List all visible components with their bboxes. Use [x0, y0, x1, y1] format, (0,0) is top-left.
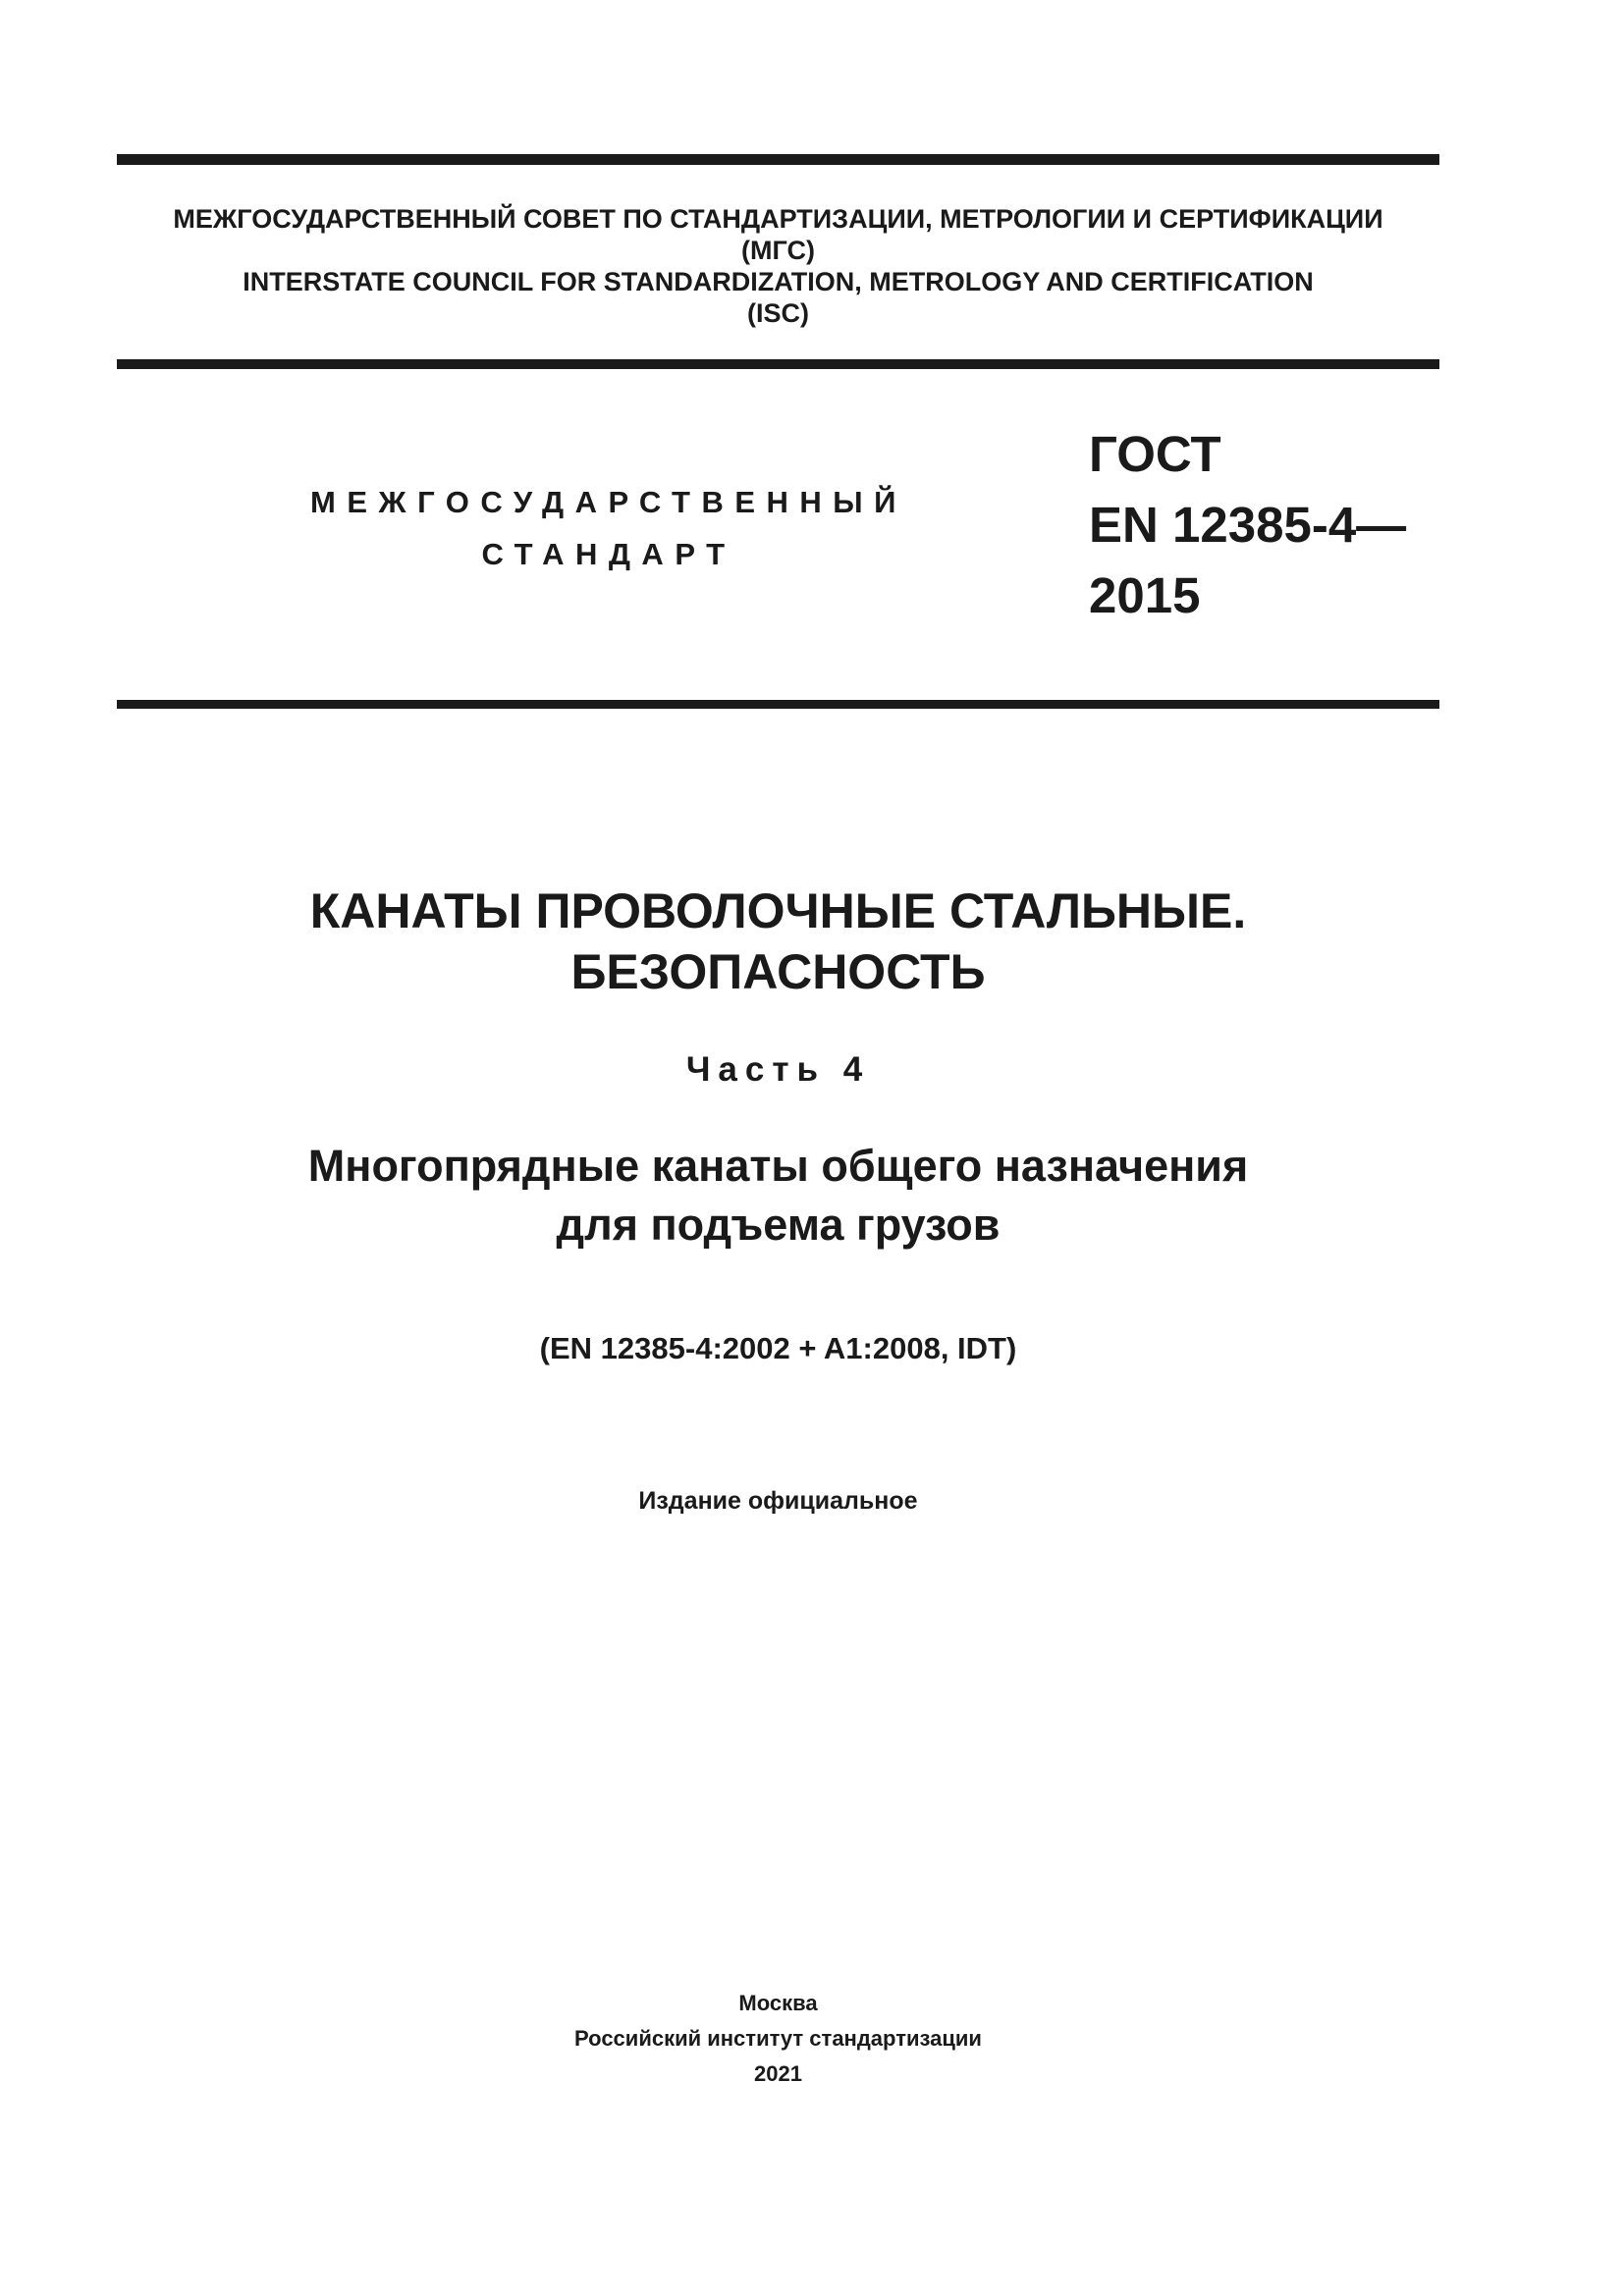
standard-designation [1089, 419, 1406, 631]
title-line2: БЕЗОПАСНОСТЬ [570, 944, 986, 999]
part-label: Часть 4 [685, 1050, 871, 1089]
title-line1: КАНАТЫ ПРОВОЛОЧНЫЕ СТАЛЬНЫЕ. [309, 883, 1247, 938]
council-header [117, 203, 1439, 329]
standard-type [295, 476, 923, 580]
document-subtitle [117, 1137, 1439, 1255]
designation-line1: ГОСТ [1089, 426, 1221, 482]
council-abbr-en: (ISC) [747, 298, 809, 328]
edition-note: Издание официальное [638, 1487, 918, 1515]
top-rule [117, 154, 1439, 165]
designation-line2: EN 12385-4— [1089, 497, 1407, 553]
council-abbr-ru: (МГС) [741, 236, 815, 265]
subtitle-line2: для подъема грузов [556, 1200, 1001, 1250]
council-name-en: INTERSTATE COUNCIL FOR STANDARDIZATION, METROLOGY AND CERTIFICATION [243, 267, 1314, 296]
middle-rule [117, 359, 1439, 369]
bottom-rule [117, 700, 1439, 709]
imprint-year: 2021 [754, 2061, 802, 2086]
standard-type-line2: СТАНДАРТ [481, 537, 736, 571]
subtitle-line1: Многопрядные канаты общего назначения [307, 1141, 1249, 1191]
standard-type-line1: МЕЖГОСУДАРСТВЕННЫЙ [310, 485, 907, 519]
designation-line3: 2015 [1089, 567, 1201, 623]
source-reference: (EN 12385-4:2002 + A1:2008, IDT) [539, 1331, 1017, 1365]
council-name-ru: МЕЖГОСУДАРСТВЕННЫЙ СОВЕТ ПО СТАНДАРТИЗАЦИИ, МЕТРОЛОГИИ И СЕРТИФИКАЦИИ [173, 204, 1383, 234]
imprint-publisher: Российский институт стандартизации [574, 2026, 982, 2051]
document-title [117, 881, 1439, 1002]
imprint-city: Москва [738, 1991, 818, 2015]
imprint [117, 1986, 1439, 2092]
